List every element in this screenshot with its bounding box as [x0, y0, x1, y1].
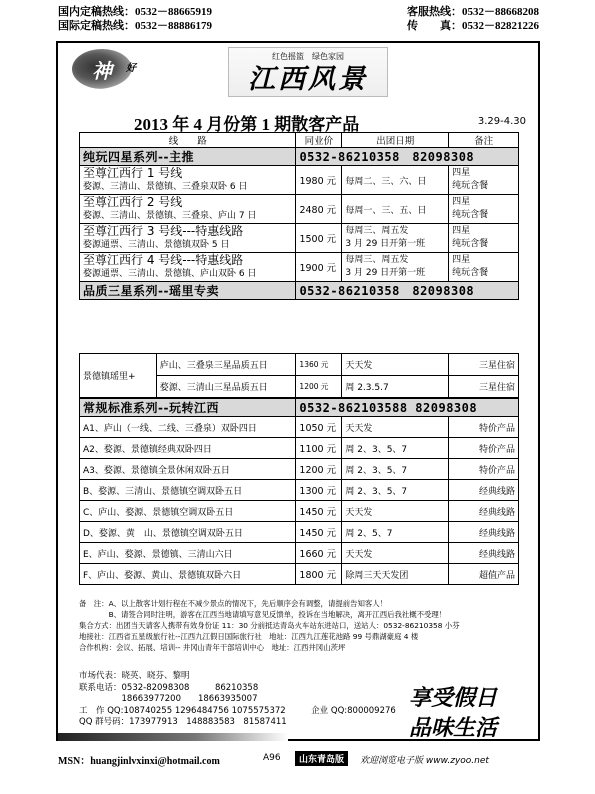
note-line: 集合方式：出团当天请客人携带有效身份证 11：30 分前抵达青岛火车站东进站口，送站人：0532-86210358 小芬: [79, 621, 460, 630]
route-price: 1450 元: [296, 501, 342, 522]
route-detail: 婺源通票、三清山、景德镇、庐山双卧 6 日: [83, 269, 257, 279]
route-name: F、庐山、婺源、黄山、景德镇双卧六日: [80, 564, 296, 585]
contact-qq-group: QQ 群号码：173977913 148883583 81587411: [79, 717, 287, 728]
domestic-hotline: 国内定稿热线：0532－88665919: [58, 6, 212, 18]
route-note: 超值产品: [449, 564, 519, 585]
route-dates-2: 3 月 29 日开第一班: [345, 239, 426, 249]
route-name: E、庐山、婺源、景德镇、三清山六日: [80, 543, 296, 564]
table-row: [80, 522, 519, 543]
route-dates: 每周二、三、六、日: [342, 166, 449, 195]
route-name: 至尊江西行 1 号线: [83, 166, 183, 180]
contact-block: [79, 671, 396, 729]
three-star-group: 景德镇瑶里+: [80, 354, 157, 398]
website-link[interactable]: 欢迎浏览电子版 www.zyoo.net: [360, 756, 489, 766]
route-name: 婺源、三清山三星品质五日: [156, 376, 296, 398]
section-title: 纯玩四星系列--主推: [80, 148, 296, 166]
slogan-line-1: 享受假日: [408, 685, 497, 711]
route-name: 至尊江西行 2 号线: [83, 195, 183, 209]
table-row: [80, 480, 519, 501]
page-number: A96: [263, 753, 281, 763]
section-phones: 0532-862103588 82098308: [296, 399, 519, 417]
route-note: 特价产品: [449, 417, 519, 438]
table-row: [80, 438, 519, 459]
route-price: 1200 元: [296, 376, 342, 398]
contact-phone: 联系电话：0532-82098308 86210358: [79, 682, 259, 693]
page-title: 2013 年 4 月份第 1 期散客产品: [134, 115, 360, 134]
route-note: 经典线路: [449, 501, 519, 522]
route-dates: 每周三、周五发: [345, 226, 409, 236]
route-price: 1200 元: [296, 459, 342, 480]
msn-address: MSN：huangjinlvxinxi@hotmail.com: [58, 756, 220, 767]
route-price: 1500 元: [296, 224, 342, 253]
table-row: [80, 224, 519, 253]
route-name: 庐山、三叠泉三星品质五日: [156, 354, 296, 376]
route-note: 经典线路: [449, 480, 519, 501]
route-price: 1980 元: [296, 166, 342, 195]
note-line: 地接社：江西省五星级旅行社--江西九江假日国际旅行社 地址：江西九江莲花池路 99 号鼎湖豪庭 4 楼: [79, 632, 419, 641]
route-name: 至尊江西行 3 号线---特惠线路: [83, 224, 244, 238]
section-header-four-star: [80, 148, 519, 166]
route-dates-2: 3 月 29 日开第一班: [345, 268, 426, 278]
route-price: 1300 元: [296, 480, 342, 501]
edition-tag: 山东青岛版: [295, 751, 348, 766]
route-dates: 除周三天天发团: [342, 564, 449, 585]
route-price: 1050 元: [296, 417, 342, 438]
table-row: [80, 253, 519, 282]
route-detail: 婺源、三清山、景德镇、三叠泉双卧 6 日: [83, 182, 248, 192]
route-name: A3、婺源、景德镇全景休闲双卧五日: [80, 459, 296, 480]
route-note: 四星: [452, 255, 471, 265]
route-note-2: 纯玩含餐: [452, 239, 489, 249]
contact-qq: 工 作 QQ:108740255 1296484756 1075575372 企业 QQ:800009276: [79, 705, 396, 716]
three-star-table: [79, 353, 519, 398]
brand-slogan: 红色摇篮 绿色家园: [272, 52, 344, 61]
route-note: 特价产品: [449, 438, 519, 459]
page-footer: [58, 752, 528, 768]
brand-box: [228, 47, 388, 97]
route-note-2: 纯玩含餐: [452, 181, 489, 191]
route-detail: 婺源通票、三清山、景德镇双卧 5 日: [83, 240, 230, 250]
note-line: B、请签合同时注明，游客在江西当地请填写意见反馈单，投诉在当地解决，离开江西后我社概不受理！: [79, 610, 447, 619]
banner: [58, 43, 538, 109]
ad-frame: [56, 41, 540, 741]
route-dates: 天天发: [342, 501, 449, 522]
service-hotline: 客服热线：0532－88668208: [407, 6, 539, 18]
brand-title: 江西风景: [248, 64, 368, 94]
section-phones: 0532-86210358 82098308: [296, 282, 519, 300]
table-row: [80, 501, 519, 522]
route-dates: 每周三、周五发: [345, 255, 409, 265]
note-line: 备 注：A、以上散客计划行程在不减少景点的情况下，先后顺序会有调整，请提前告知客人！: [79, 599, 388, 608]
section-title: 品质三星系列--瑶里专卖: [80, 282, 296, 300]
route-dates: 周 2、3、5、7: [342, 480, 449, 501]
route-price: 2480 元: [296, 195, 342, 224]
route-name: B、婺源、三清山、景德镇空调双卧五日: [80, 480, 296, 501]
table-row: [80, 195, 519, 224]
header-note: 备注: [449, 133, 519, 148]
route-note: 四星: [452, 168, 471, 178]
note-line: 合作机构：会议、拓展、培训-- 井冈山青年干部培训中心 地址：江西井冈山茨坪: [79, 643, 346, 652]
table-row: [80, 417, 519, 438]
table-row: [80, 166, 519, 195]
route-dates: 周 2、3、5、7: [342, 438, 449, 459]
route-note: 经典线路: [449, 543, 519, 564]
market-reps: 市场代表：晓英、晓芬、黎明: [79, 671, 190, 681]
table-row: [80, 564, 519, 585]
route-note: 四星: [452, 226, 471, 236]
agency-logo: [72, 49, 136, 89]
table-header-row: [80, 133, 519, 148]
logo-text: 神: [92, 60, 112, 83]
route-note-2: 纯玩含餐: [452, 210, 489, 220]
decorative-stripe: [58, 733, 288, 741]
route-dates: 天天发: [342, 417, 449, 438]
standard-table: [79, 398, 519, 585]
route-note: 经典线路: [449, 522, 519, 543]
route-price: 1800 元: [296, 564, 342, 585]
route-name: D、婺源、黄 山、景德镇空调双卧五日: [80, 522, 296, 543]
section-header-standard: [80, 399, 519, 417]
contact-mobile: 18663977200 18663935007: [79, 694, 258, 705]
route-dates: 周 2、3、5、7: [342, 459, 449, 480]
route-dates: 天天发: [342, 543, 449, 564]
route-detail: 婺源、三清山、景德镇、三叠泉、庐山 7 日: [83, 211, 257, 221]
international-hotline: 国际定稿热线：0532－88886179: [58, 20, 212, 32]
route-dates: 天天发: [342, 354, 449, 376]
section-header-three-star: [80, 282, 519, 300]
route-price: 1900 元: [296, 253, 342, 282]
table-row: [80, 354, 519, 376]
table-row: [80, 543, 519, 564]
route-note: 三星住宿: [449, 376, 519, 398]
slogan-line-2: 品味生活: [408, 715, 497, 741]
notes-block: [79, 598, 519, 653]
route-note: 四星: [452, 197, 471, 207]
route-name: A1、庐山（一线、二线、三叠泉）双卧四日: [80, 417, 296, 438]
product-table: [79, 132, 519, 300]
route-price: 1360 元: [296, 354, 342, 376]
date-range: 3.29-4.30: [477, 116, 526, 127]
route-note: 特价产品: [449, 459, 519, 480]
route-price: 1660 元: [296, 543, 342, 564]
route-price: 1100 元: [296, 438, 342, 459]
slogan-art: [388, 683, 518, 743]
section-phones: 0532-86210358 82098308: [296, 148, 519, 166]
route-note-2: 纯玩含餐: [452, 268, 489, 278]
route-dates: 周 2.3.5.7: [342, 376, 449, 398]
logo-small-text: 好: [126, 63, 136, 74]
route-dates: 周 2、5、7: [342, 522, 449, 543]
fax-number: 传 真：0532－82821226: [407, 20, 539, 32]
header-dates: 出团日期: [342, 133, 449, 148]
section-title: 常规标准系列--玩转江西: [80, 399, 296, 417]
route-price: 1450 元: [296, 522, 342, 543]
route-dates: 每周一、三、五、日: [342, 195, 449, 224]
route-name: 至尊江西行 4 号线---特惠线路: [83, 253, 244, 267]
table-row: [80, 459, 519, 480]
header-price: 同业价: [296, 133, 342, 148]
route-note: 三星住宿: [449, 354, 519, 376]
route-name: A2、婺源、景德镇经典双卧四日: [80, 438, 296, 459]
header-route: 线 路: [80, 133, 296, 148]
route-name: C、庐山、婺源、景德镇空调双卧五日: [80, 501, 296, 522]
